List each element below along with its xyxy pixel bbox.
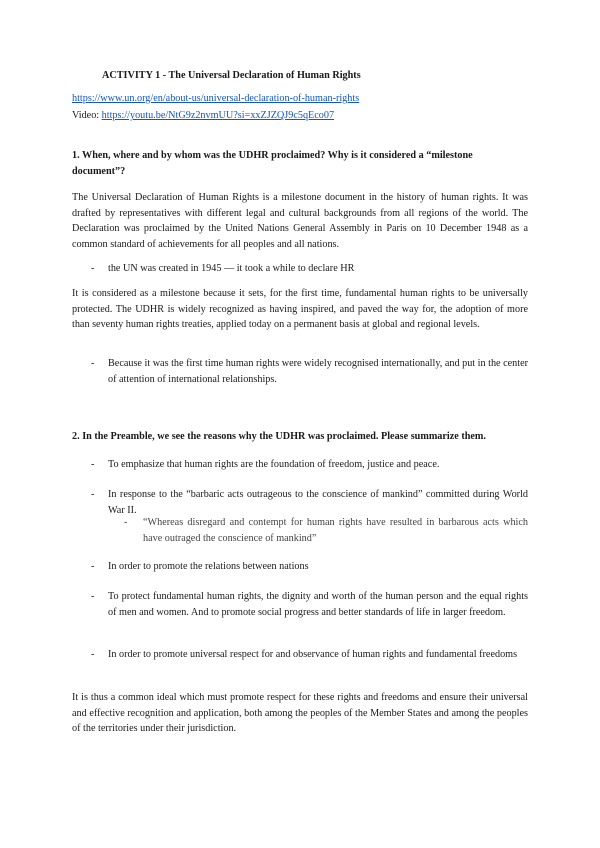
bullet-text: Because it was the first time human rights were widely recognised internationally, and put in the center of attention of international relationships.: [108, 358, 529, 385]
bullet-text: In response to the “barbaric acts outrageous to the conscience of mankind” committed during World War II.: [108, 489, 528, 516]
udhr-link-line: [72, 91, 359, 107]
bullet-dash: -: [91, 649, 95, 660]
bullet-text: To protect fundamental human rights, the dignity and worth of the human person and the equal rights of men and women. And to promote social progress and better standards of life in larger freedom.: [108, 591, 528, 618]
bullet-dash: -: [91, 591, 95, 602]
bullet-dash: -: [91, 561, 95, 572]
bullet-dash: -: [91, 489, 95, 500]
sub-bullet-quote: “Whereas disregard and contempt for human rights have resulted in barbarous acts which have outraged the conscience of mankind”: [143, 517, 528, 544]
bullet-text: In order to promote the relations between nations: [108, 561, 309, 572]
video-label: Video:: [72, 110, 102, 121]
q1-paragraph-2: It is considered as a milestone because it sets, for the first time, fundamental human rights to be universally protected. The UDHR is widely recognized as having inspired, and paved the way for, the adoption of more than seventy human rights treaties, applied today on a permanent basis at global and regional levels.: [72, 288, 528, 331]
bullet-text: the UN was created in 1945 — it took a while to declare HR: [108, 263, 355, 274]
bullet-text: In order to promote universal respect for and observance of human rights and fundamental freedoms: [108, 649, 518, 660]
bullet-text: To emphasize that human rights are the foundation of freedom, justice and peace.: [108, 459, 440, 470]
sub-bullet-dash: -: [124, 517, 128, 528]
q1-paragraph-1: The Universal Declaration of Human Rights is a milestone document in the history of human rights. It was drafted by representatives with different legal and cultural backgrounds from all regions of the world. The Declaration was proclaimed by the United Nations General Assembly in Paris on 10 December 1948 as a common standard of achievements for all peoples and all nations.: [72, 192, 528, 250]
bullet-dash: -: [91, 358, 95, 369]
closing-paragraph: It is thus a common ideal which must promote respect for these rights and freedoms and ensure their universal and effective recognition and application, both among the peoples of the Member States and among the peoples of the territories under their jurisdiction.: [72, 692, 528, 735]
activity-title: ACTIVITY 1 - The Universal Declaration of Human Rights: [102, 70, 361, 81]
question-2: 2. In the Preamble, we see the reasons why the UDHR was proclaimed. Please summarize them.: [72, 431, 486, 442]
bullet-dash: -: [91, 459, 95, 470]
video-link[interactable]: https://youtu.be/NtG9z2nvmUU?si=xxZJZQJ9c5qEco07: [101, 110, 335, 121]
udhr-link[interactable]: https://www.un.org/en/about-us/universal-declaration-of-human-rights: [72, 93, 360, 104]
question-1: 1. When, where and by whom was the UDHR proclaimed? Why is it considered a “milestone document”?: [72, 150, 473, 177]
bullet-dash: -: [91, 263, 95, 274]
video-line: [72, 108, 334, 124]
